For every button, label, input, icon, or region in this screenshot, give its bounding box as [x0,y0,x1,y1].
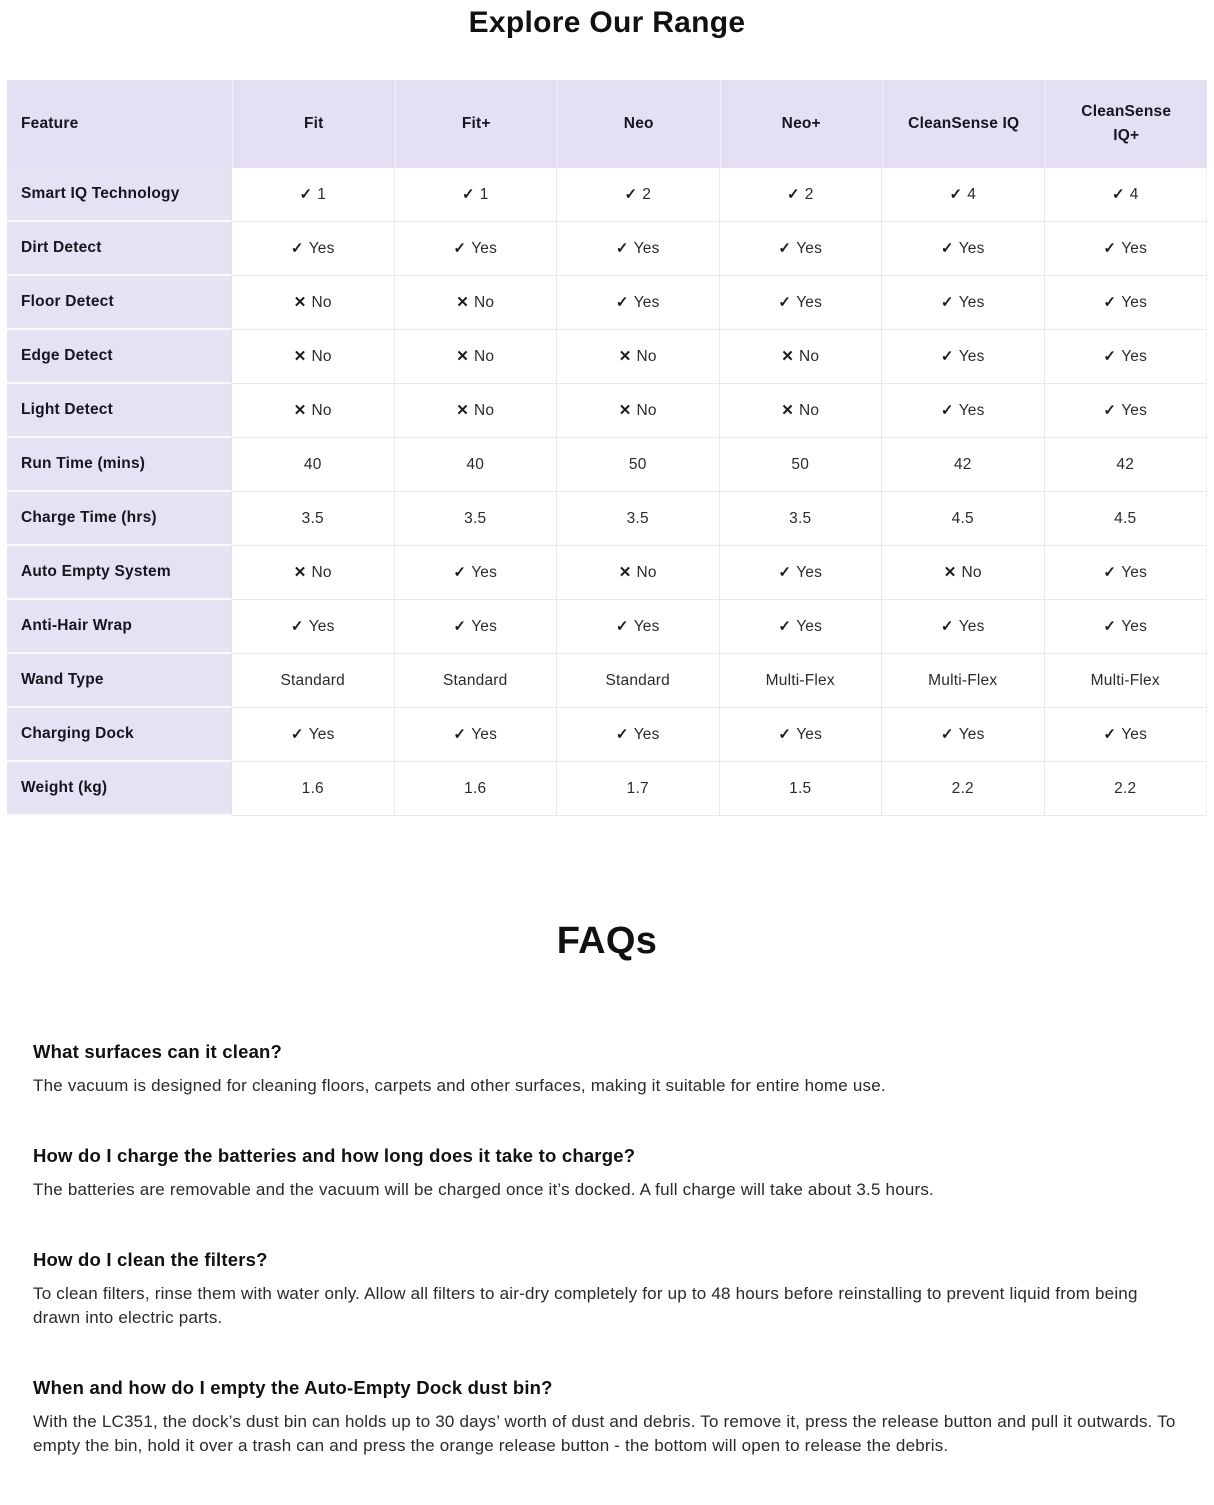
faq-list [33,1041,1180,1458]
value-cell: ✕ No [557,546,720,600]
value-cell: ✕ No [557,384,720,438]
column-header: Neo [557,80,720,168]
value-cell: ✕ No [395,330,558,384]
cross-icon: ✕ [293,348,307,365]
check-icon: ✓ [940,294,954,311]
value-cell: ✓ Yes [395,546,558,600]
value-cell: ✓ Yes [882,330,1045,384]
cross-icon: ✕ [618,564,632,581]
faq-question: How do I clean the filters? [33,1249,268,1270]
table-header [7,80,1207,168]
column-header: Fit+ [395,80,558,168]
value-cell: 50 [557,438,720,492]
value-cell: ✓ 1 [232,168,395,222]
check-icon: ✓ [615,240,629,257]
check-icon: ✓ [940,240,954,257]
value-cell: 1.5 [720,762,883,816]
check-icon: ✓ [615,618,629,635]
value-cell: ✓ Yes [1045,330,1208,384]
check-icon: ✓ [940,726,954,743]
faqs-title: FAQs [556,920,658,962]
value-cell: 40 [395,438,558,492]
value-cell: 40 [232,438,395,492]
value-cell: 42 [882,438,1045,492]
feature-cell: Dirt Detect [7,222,232,276]
value-cell: ✓ Yes [882,708,1045,762]
value-cell: ✕ No [882,546,1045,600]
value-cell: ✓ 4 [882,168,1045,222]
check-icon: ✓ [290,240,304,257]
table-row [7,276,1207,330]
value-cell: Standard [395,654,558,708]
check-icon: ✓ [290,726,304,743]
column-header: CleanSense IQ [882,80,1045,168]
faq-question: What surfaces can it clean? [33,1041,283,1062]
value-cell: ✓ 2 [720,168,883,222]
check-icon: ✓ [786,186,800,203]
faq-answer: The vacuum is designed for cleaning floors, carpets and other surfaces, making it suitable for entire home use. [33,1076,886,1095]
check-icon: ✓ [453,618,467,635]
table-body [7,168,1207,816]
feature-cell: Floor Detect [7,276,232,330]
table-row [7,492,1207,546]
table-row [7,708,1207,762]
value-cell: ✓ Yes [557,276,720,330]
feature-cell: Smart IQ Technology [7,168,232,222]
check-icon: ✓ [778,618,792,635]
value-cell: ✓ Yes [1045,276,1208,330]
feature-cell: Auto Empty System [7,546,232,600]
value-cell: 3.5 [720,492,883,546]
cross-icon: ✕ [618,348,632,365]
value-cell: ✓ Yes [720,222,883,276]
feature-cell: Edge Detect [7,330,232,384]
value-cell: Standard [232,654,395,708]
value-cell: 3.5 [232,492,395,546]
value-cell: 1.6 [395,762,558,816]
check-icon: ✓ [1103,240,1117,257]
check-icon: ✓ [778,240,792,257]
value-cell: ✓ Yes [720,276,883,330]
check-icon: ✓ [1103,348,1117,365]
value-cell: ✓ Yes [1045,384,1208,438]
value-cell: ✕ No [720,330,883,384]
faq-item [33,1041,1180,1098]
column-header: Fit [232,80,395,168]
value-cell: ✓ 4 [1045,168,1208,222]
table-row [7,762,1207,816]
value-cell: 42 [1045,438,1208,492]
value-cell: ✓ Yes [395,600,558,654]
value-cell: ✕ No [720,384,883,438]
cross-icon: ✕ [456,348,470,365]
check-icon: ✓ [949,186,963,203]
column-header: Neo+ [720,80,883,168]
faq-item [33,1145,1180,1202]
value-cell: ✕ No [395,276,558,330]
value-cell: ✓ Yes [720,546,883,600]
value-cell: ✕ No [557,330,720,384]
check-icon: ✓ [1103,564,1117,581]
faq-item [33,1377,1180,1458]
faq-question: How do I charge the batteries and how long does it take to charge? [33,1145,636,1166]
check-icon: ✓ [453,564,467,581]
table-row [7,600,1207,654]
value-cell: ✕ No [232,546,395,600]
check-icon: ✓ [940,618,954,635]
table-row [7,168,1207,222]
feature-cell: Anti-Hair Wrap [7,600,232,654]
faq-answer: With the LC351, the dock’s dust bin can holds up to 30 days’ worth of dust and debris. To remove it, press the release button and pull it outwards. To empty the bin, hold it over a trash can and press the orange release button - the bottom will open to release the debris. [33,1412,1176,1455]
value-cell: ✓ Yes [720,600,883,654]
feature-cell: Wand Type [7,654,232,708]
check-icon: ✓ [1111,186,1125,203]
table-row [7,546,1207,600]
value-cell: ✓ Yes [557,708,720,762]
value-cell: ✓ 2 [557,168,720,222]
check-icon: ✓ [461,186,475,203]
cross-icon: ✕ [618,402,632,419]
cross-icon: ✕ [456,294,470,311]
value-cell: ✓ Yes [395,708,558,762]
column-header: CleanSense IQ+ [1045,80,1208,168]
value-cell: Standard [557,654,720,708]
range-title: Explore Our Range [468,6,746,39]
value-cell: ✓ Yes [395,222,558,276]
value-cell: ✓ Yes [882,276,1045,330]
value-cell: ✓ Yes [232,222,395,276]
value-cell: ✓ 1 [395,168,558,222]
value-cell: ✓ Yes [882,222,1045,276]
column-header-feature: Feature [7,80,232,168]
feature-cell: Light Detect [7,384,232,438]
value-cell: ✓ Yes [720,708,883,762]
cross-icon: ✕ [943,564,957,581]
faq-answer: The batteries are removable and the vacuum will be charged once it’s docked. A full charge will take about 3.5 hours. [33,1180,934,1199]
value-cell: ✕ No [232,276,395,330]
check-icon: ✓ [615,726,629,743]
cross-icon: ✕ [781,348,795,365]
value-cell: ✓ Yes [232,600,395,654]
value-cell: 3.5 [395,492,558,546]
feature-cell: Charging Dock [7,708,232,762]
value-cell: 2.2 [882,762,1045,816]
value-cell: 4.5 [1045,492,1208,546]
check-icon: ✓ [1103,726,1117,743]
cross-icon: ✕ [781,402,795,419]
table-row [7,222,1207,276]
check-icon: ✓ [453,240,467,257]
check-icon: ✓ [290,618,304,635]
table-row [7,438,1207,492]
value-cell: ✓ Yes [1045,600,1208,654]
cross-icon: ✕ [293,294,307,311]
value-cell: ✓ Yes [1045,222,1208,276]
feature-cell: Run Time (mins) [7,438,232,492]
check-icon: ✓ [624,186,638,203]
cross-icon: ✕ [293,564,307,581]
check-icon: ✓ [778,294,792,311]
value-cell: 1.6 [232,762,395,816]
value-cell: ✓ Yes [882,384,1045,438]
table-row [7,330,1207,384]
check-icon: ✓ [615,294,629,311]
check-icon: ✓ [940,348,954,365]
faq-item [33,1249,1180,1330]
check-icon: ✓ [453,726,467,743]
value-cell: ✓ Yes [882,600,1045,654]
faq-answer: To clean filters, rinse them with water only. Allow all filters to air-dry completely for up to 48 hours before reinstalling to prevent liquid from being drawn into electric parts. [33,1284,1138,1327]
check-icon: ✓ [1103,402,1117,419]
faq-section [0,920,1214,1458]
check-icon: ✓ [1103,294,1117,311]
faq-question: When and how do I empty the Auto-Empty Dock dust bin? [33,1377,553,1398]
value-cell: ✓ Yes [1045,546,1208,600]
value-cell: Multi-Flex [720,654,883,708]
value-cell: 50 [720,438,883,492]
value-cell: 2.2 [1045,762,1208,816]
value-cell: 1.7 [557,762,720,816]
value-cell: ✕ No [395,384,558,438]
comparison-table [7,80,1207,816]
check-icon: ✓ [299,186,313,203]
value-cell: 3.5 [557,492,720,546]
value-cell: ✕ No [232,330,395,384]
feature-cell: Weight (kg) [7,762,232,816]
header-row [7,80,1207,168]
value-cell: Multi-Flex [882,654,1045,708]
value-cell: 4.5 [882,492,1045,546]
check-icon: ✓ [1103,618,1117,635]
table-row [7,654,1207,708]
value-cell: ✓ Yes [557,222,720,276]
cross-icon: ✕ [456,402,470,419]
table-row [7,384,1207,438]
value-cell: ✓ Yes [232,708,395,762]
check-icon: ✓ [940,402,954,419]
check-icon: ✓ [778,726,792,743]
value-cell: ✕ No [232,384,395,438]
value-cell: Multi-Flex [1045,654,1208,708]
feature-cell: Charge Time (hrs) [7,492,232,546]
value-cell: ✓ Yes [1045,708,1208,762]
value-cell: ✓ Yes [557,600,720,654]
cross-icon: ✕ [293,402,307,419]
check-icon: ✓ [778,564,792,581]
